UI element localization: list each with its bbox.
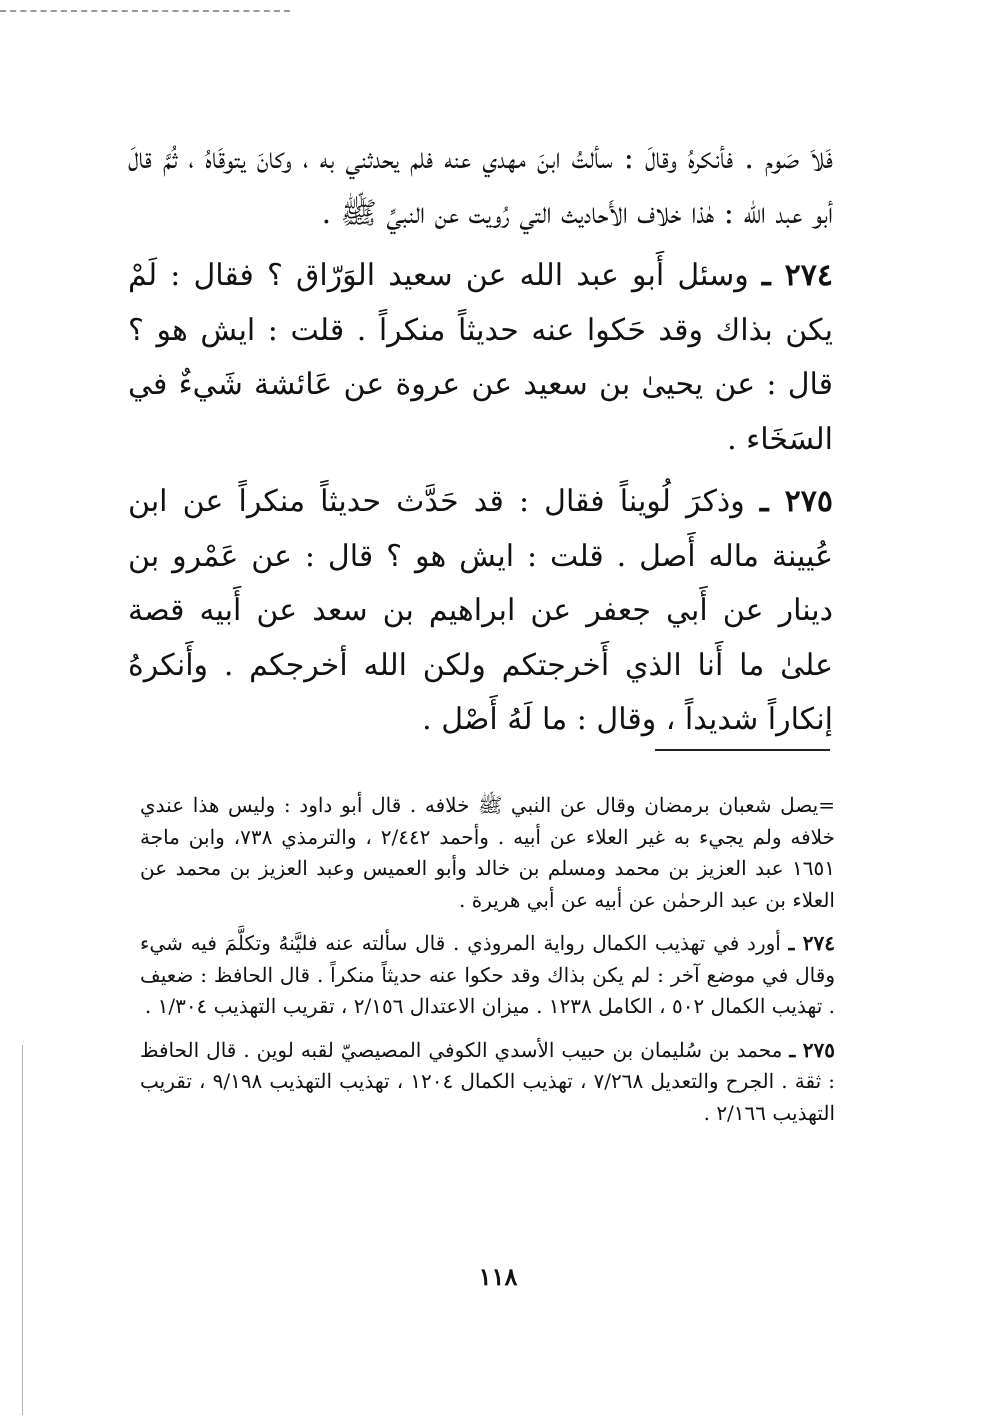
top-dashed-edge — [0, 10, 290, 12]
paragraph-text: وسئل أَبو عبد الله عن سعيد الوَرّاق ؟ فقال : لَمْ يكن بذاك وقد حَكوا عنه حديثاً منكراً . قلت : ايش هو ؟ قال : عن يحيىٰ بن سعيد عن عروة عن عَائشة شَيءٌ في السَخَاء . — [128, 258, 833, 457]
paragraph-274 — [128, 249, 833, 467]
paragraph-text: وذكرَ لُويناً فقال : قد حَدَّث حديثاً منكراً عن ابن عُيينة ماله أَصل . قلت : ايش هو ؟ قال : عن عَمْرو بن دينار عن أَبي جعفر عن ابراهيم بن سعد عن أَبيه قصة علىٰ ما أَنا الذي أَخرجتكم ولكن الله أخرجكم . وأَنكرهُ إنكاراً شديداً ، وقال : ما لَهُ أَصْل . — [128, 484, 833, 737]
footnote-text: محمد بن سُليمان بن حبيب الأسدي الكوفي المصيصيّ لقبه لوين . قال الحافظ : ثقة . الجرح والتعديل ٧/٢٦٨ ، تهذيب الكمال ١٢٠٤ ، تهذيب التهذيب ٩/١٩٨ ، تقريب التهذيب ٢/١٦٦ . — [140, 1037, 835, 1125]
paragraph-text: فَلاَ صَوم . فأنكرهُ وقالَ : سألتُ ابنَ مهدي عنه فلم يحدثني به ، وكانَ يتوقَاهُ ، ثُمَّ قالَ أبو عبد الله : هٰذا خلاف الأَحاديث التي رُويت عن النبيِّ ﷺ . — [128, 141, 833, 231]
scan-edge-line — [22, 1045, 23, 1415]
footnote-separator — [655, 749, 830, 751]
footnote-continuation — [140, 790, 835, 916]
footnote-274 — [140, 928, 835, 1023]
footnote-text: =يصل شعبان برمضان وقال عن النبي ﷺ خلافه . قال أبو داود : وليس هذا عندي خلافه ولم يجيء به غير العلاء عن أبيه . وأحمد ٢/٤٤٢ ، والترمذي ٧٣٨، وابن ماجة ١٦٥١ عبد العزيز بن محمد ومسلم بن خالد وأبو العميس وعبد العزيز بن محمد عن العلاء بن عبد الرحمٰن عن أبيه عن أبي هريرة . — [140, 793, 835, 912]
footnote-text: أورد في تهذيب الكمال رواية المروذي . قال سألته عنه فليَّنهُ وتكلَّمَ فيه شيء وقال في موضع آخر : لم يكن بذاك وقد حكوا عنه حديثاً منكراً . قال الحافظ : ضعيف . تهذيب الكمال ٥٠٢ ، الكامل ١٢٣٨ . ميزان الاعتدال ٢/١٥٦ ، تقريب التهذيب ١/٣٠٤ . — [140, 931, 835, 1018]
paragraph-number: ٢٧٥ ـ — [759, 484, 833, 519]
paragraph-275 — [128, 475, 833, 748]
page-number: ١١٨ — [478, 1262, 518, 1291]
footnote-275 — [140, 1035, 835, 1130]
main-text-body — [128, 132, 833, 748]
footnote-number: ٢٧٤ ـ — [788, 931, 835, 955]
paragraph-continuation — [128, 132, 833, 241]
paragraph-number: ٢٧٤ ـ — [761, 258, 833, 293]
footnotes-section — [140, 790, 835, 1129]
footnote-number: ٢٧٥ ـ — [789, 1037, 835, 1062]
